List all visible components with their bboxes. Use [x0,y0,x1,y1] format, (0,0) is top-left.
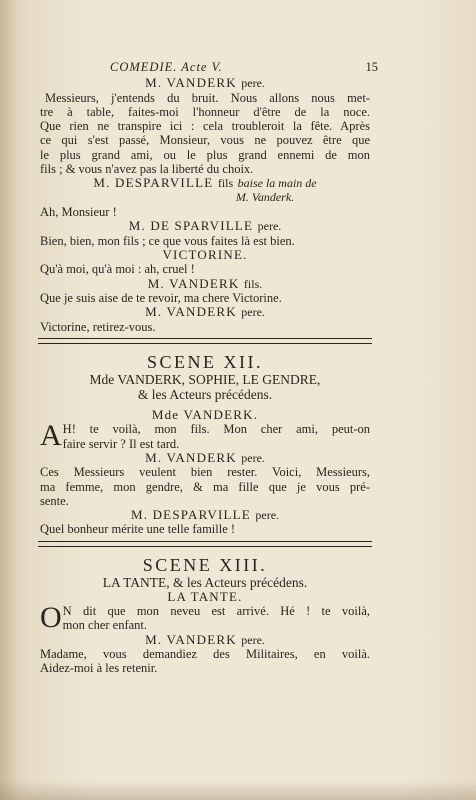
scene-title: SCENE XII. [147,351,263,372]
speaker-heading: M. VANDERK pere. [145,449,265,465]
speaker-heading: M. VANDERK pere. [145,304,265,320]
speaker-heading: Mde VANDERK. [151,406,259,422]
scene-divider [38,338,372,344]
speech: Ces Messieurs veulent bien rester. Voici, Messieurs, ma femme, mon gendre, & ma fille que je vous pré- sente. [40,465,370,508]
page-number: 15 [365,60,378,74]
speaker-heading: M. DESPARVILLE fils baise la main de [93,174,317,190]
speech: Quel bonheur mérite une telle famille ! [40,522,236,537]
scene-divider [38,541,372,547]
speech: A H! te voilà, mon fils. Mon cher ami, peut-on faire servir ? Il est tard. [40,419,370,453]
speech: Ah, Monsieur ! [40,204,117,219]
scene-title: SCENE XIII. [142,554,268,575]
speaker-heading: M. DE SPARVILLE pere. [128,218,282,234]
running-header [110,60,378,74]
speaker-heading: M. VANDERK pere. [145,75,265,91]
drop-cap: A [40,419,62,453]
speech: Qu'à moi, qu'à moi : ah, cruel ! [40,262,195,277]
speech: Messieurs, j'entends du bruit. Nous allons nous met- tre à table, faites-moi l'honneur d'être de la noce. Que rien ne transpire ici : cela troubleroit la fête. Après ce qui s'est passé, Monsieur, vous ne pouvez être que le plus grand ami, ou le plus grand ennemi de mon fils ; & vous n'avez pas la liberté du choix. [40,90,370,176]
speaker-heading: M. DESPARVILLE pere. [130,506,280,522]
stage-direction: M. Vanderk. [235,190,295,205]
speech: Victorine, retirez-vous. [40,319,156,334]
speech: Madame, vous demandiez des Militaires, en voilà. Aidez-moi à les retenir. [40,647,370,676]
page-edge-shadow [0,780,476,800]
speech: O N dit que mon neveu est arrivé. Hé ! te voilà, mon cher enfant. [40,601,370,635]
speech: Que je suis aise de te revoir, ma chere Victorine. [40,291,282,306]
speaker-heading: LA TANTE. [167,588,243,604]
speaker-heading: VICTORINE. [162,246,248,262]
speaker-heading: M. VANDERK pere. [145,631,265,647]
scene-cast: Mde VANDERK, SOPHIE, LE GENDRE, & les Acteurs précédens. [89,371,321,402]
page-gutter [0,0,18,800]
speech: Bien, bien, mon fils ; ce que vous faites là est bien. [40,233,295,248]
drop-cap: O [40,601,62,635]
speaker-heading: M. VANDERK fils. [147,275,263,291]
scene-cast: LA TANTE, & les Acteurs précédens. [102,574,308,590]
text-block [40,60,378,676]
running-title: COMEDIE. Acte V. [110,60,223,74]
